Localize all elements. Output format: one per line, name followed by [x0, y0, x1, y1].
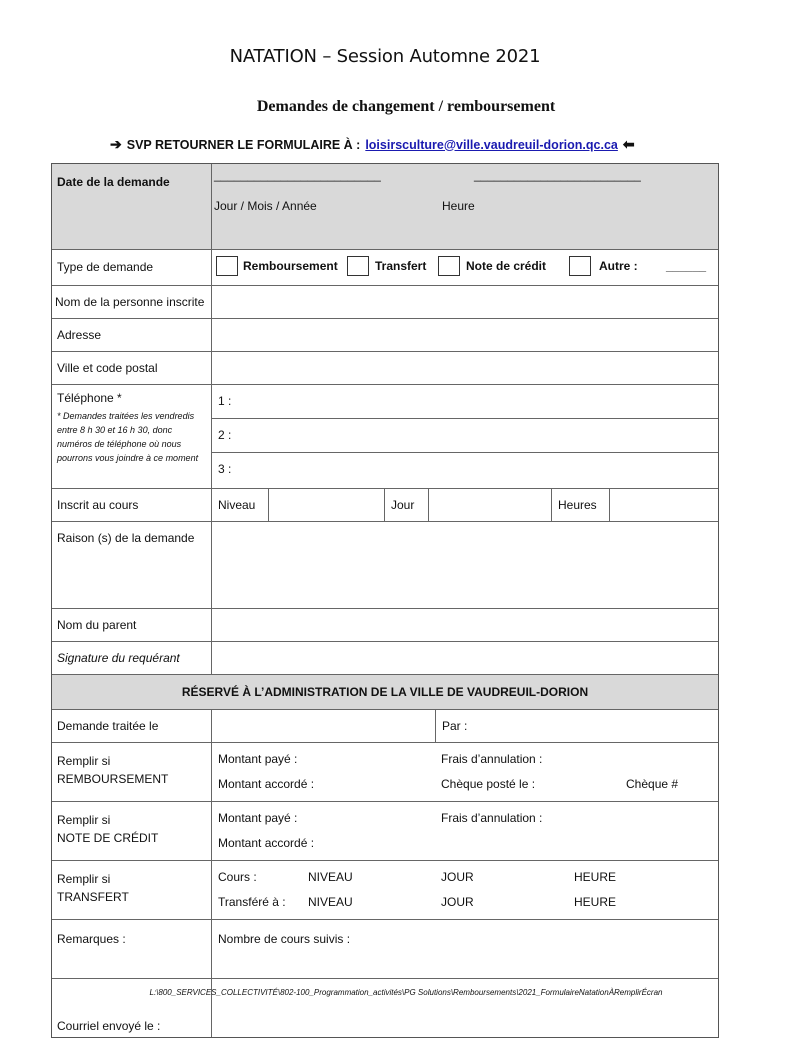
name-field[interactable]: [212, 286, 718, 318]
transfer-cours: Cours :: [218, 870, 257, 884]
address-row: [52, 318, 718, 351]
refund-montant-paye: Montant payé :: [218, 752, 298, 766]
course-label: Inscrit au cours: [52, 489, 212, 521]
email-sent-label: Courriel envoyé le :: [52, 979, 212, 1037]
city-field[interactable]: [212, 352, 718, 384]
request-form: [51, 163, 719, 1038]
transfer-niveau-2: NIVEAU: [308, 895, 353, 909]
date-row: [52, 164, 718, 249]
credit-note-label-line2: NOTE DE CRÉDIT: [57, 831, 159, 845]
type-options: [212, 250, 718, 285]
signature-field[interactable]: [212, 642, 718, 674]
phone-note: * Demandes traitées les vendredis entre 8 h 30 et 16 h 30, donc numéros de téléphone où nous pourrons vous joindre à ce moment: [57, 411, 199, 463]
date-label: Date de la demande: [52, 164, 212, 249]
signature-label: Signature du requérant: [52, 642, 212, 674]
treated-fields: [212, 710, 718, 742]
email-link[interactable]: loisirsculture@ville.vaudreuil-dorion.qc.ca: [365, 137, 618, 152]
phone-row: [52, 384, 718, 488]
name-label: Nom de la personne inscrite: [52, 286, 212, 318]
footer-path: L:\800_SERVICES_COLLECTIVITÉ\802-100_Programmation_activités\PG Solutions\Remboursements\2021_FormulaireNatationÀRemplirÉcran: [149, 988, 663, 997]
reason-label: Raison (s) de la demande: [52, 522, 212, 608]
autre-line: ______: [666, 259, 707, 273]
refund-row: [52, 742, 718, 801]
transfert-checkbox[interactable]: [347, 256, 369, 276]
address-field[interactable]: [212, 319, 718, 351]
note-credit-checkbox[interactable]: [438, 256, 460, 276]
transfer-label: [52, 861, 212, 919]
reason-field[interactable]: [212, 522, 718, 608]
remarks-label: Remarques :: [52, 920, 212, 978]
transfer-niveau-1: NIVEAU: [308, 870, 353, 884]
email-sent-row: [52, 978, 718, 1037]
transfer-label-line2: TRANSFERT: [57, 890, 129, 904]
treated-label: Demande traitée le: [52, 710, 212, 742]
arrow-right-icon: ➔: [110, 136, 122, 152]
transfer-transfere: Transféré à :: [218, 895, 286, 909]
phone-fields: [212, 385, 718, 488]
date-line: _________________________: [214, 168, 381, 182]
admin-header: RÉSERVÉ À L’ADMINISTRATION DE LA VILLE DE VAUDREUIL-DORION: [52, 674, 718, 709]
heures-field[interactable]: [609, 489, 718, 521]
city-label: Ville et code postal: [52, 352, 212, 384]
parent-label: Nom du parent: [52, 609, 212, 641]
jour-label: Jour: [384, 489, 428, 521]
phone-label-cell: [52, 385, 212, 488]
parent-field[interactable]: [212, 609, 718, 641]
transfert-label: Transfert: [375, 259, 427, 273]
transfer-fields[interactable]: [212, 861, 718, 919]
arrow-left-icon: ⬅: [622, 136, 635, 152]
phone-field-1[interactable]: 1 :: [212, 385, 718, 419]
autre-checkbox[interactable]: [569, 256, 591, 276]
transfer-jour-1: JOUR: [441, 870, 474, 884]
address-label: Adresse: [52, 319, 212, 351]
signature-row: [52, 641, 718, 674]
par-field[interactable]: Par :: [435, 710, 718, 742]
refund-cheque-num: Chèque #: [626, 777, 679, 791]
refund-cheque-poste: Chèque posté le :: [441, 777, 536, 791]
name-row: [52, 285, 718, 318]
remboursement-checkbox[interactable]: [216, 256, 238, 276]
phone-field-3[interactable]: 3 :: [218, 462, 232, 476]
refund-frais: Frais d’annulation :: [441, 752, 543, 766]
date-field[interactable]: [212, 164, 718, 249]
nc-montant-paye: Montant payé :: [218, 811, 298, 825]
refund-montant-accorde: Montant accordé :: [218, 777, 315, 791]
autre-label: Autre :: [599, 259, 638, 273]
niveau-field[interactable]: [268, 489, 384, 521]
transfer-label-line1: Remplir si: [57, 872, 111, 886]
reason-row: [52, 521, 718, 608]
type-row: [52, 249, 718, 285]
remboursement-label: Remboursement: [243, 259, 338, 273]
refund-label: [52, 743, 212, 801]
nombre-cours-label: Nombre de cours suivis :: [218, 932, 351, 946]
page-subtitle: Demandes de changement / remboursement: [256, 98, 556, 115]
course-row: [52, 488, 718, 521]
note-credit-label: Note de crédit: [466, 259, 547, 273]
page-title: NATATION – Session Automne 2021: [229, 46, 541, 67]
return-instruction: [110, 136, 635, 153]
credit-note-fields[interactable]: [212, 802, 718, 860]
refund-label-line1: Remplir si: [57, 754, 111, 768]
nc-frais: Frais d’annulation :: [441, 811, 543, 825]
credit-note-row: [52, 801, 718, 860]
credit-note-label-line1: Remplir si: [57, 813, 111, 827]
course-fields: [212, 489, 718, 521]
heures-label: Heures: [551, 489, 609, 521]
type-label: Type de demande: [52, 250, 212, 285]
treated-date-field[interactable]: [212, 710, 435, 742]
instruction-text: SVP RETOURNER LE FORMULAIRE À :: [126, 137, 361, 152]
nc-montant-accorde: Montant accordé :: [218, 836, 315, 850]
transfer-heure-2: HEURE: [574, 895, 617, 909]
parent-row: [52, 608, 718, 641]
transfer-heure-1: HEURE: [574, 870, 617, 884]
refund-fields[interactable]: [212, 743, 718, 801]
city-row: [52, 351, 718, 384]
transfer-jour-2: JOUR: [441, 895, 474, 909]
phone-label: Téléphone *: [57, 391, 122, 405]
remarks-row: [52, 919, 718, 978]
credit-note-label: [52, 802, 212, 860]
remarks-field[interactable]: [212, 920, 718, 978]
time-caption: Heure: [442, 199, 475, 213]
niveau-label: Niveau: [218, 498, 256, 512]
time-line: _________________________: [474, 168, 641, 182]
transfer-row: [52, 860, 718, 919]
date-caption: Jour / Mois / Année: [214, 199, 317, 213]
phone-field-2[interactable]: 2 :: [212, 419, 718, 453]
refund-label-line2: REMBOURSEMENT: [57, 772, 169, 786]
treated-row: [52, 709, 718, 742]
jour-field[interactable]: [428, 489, 551, 521]
